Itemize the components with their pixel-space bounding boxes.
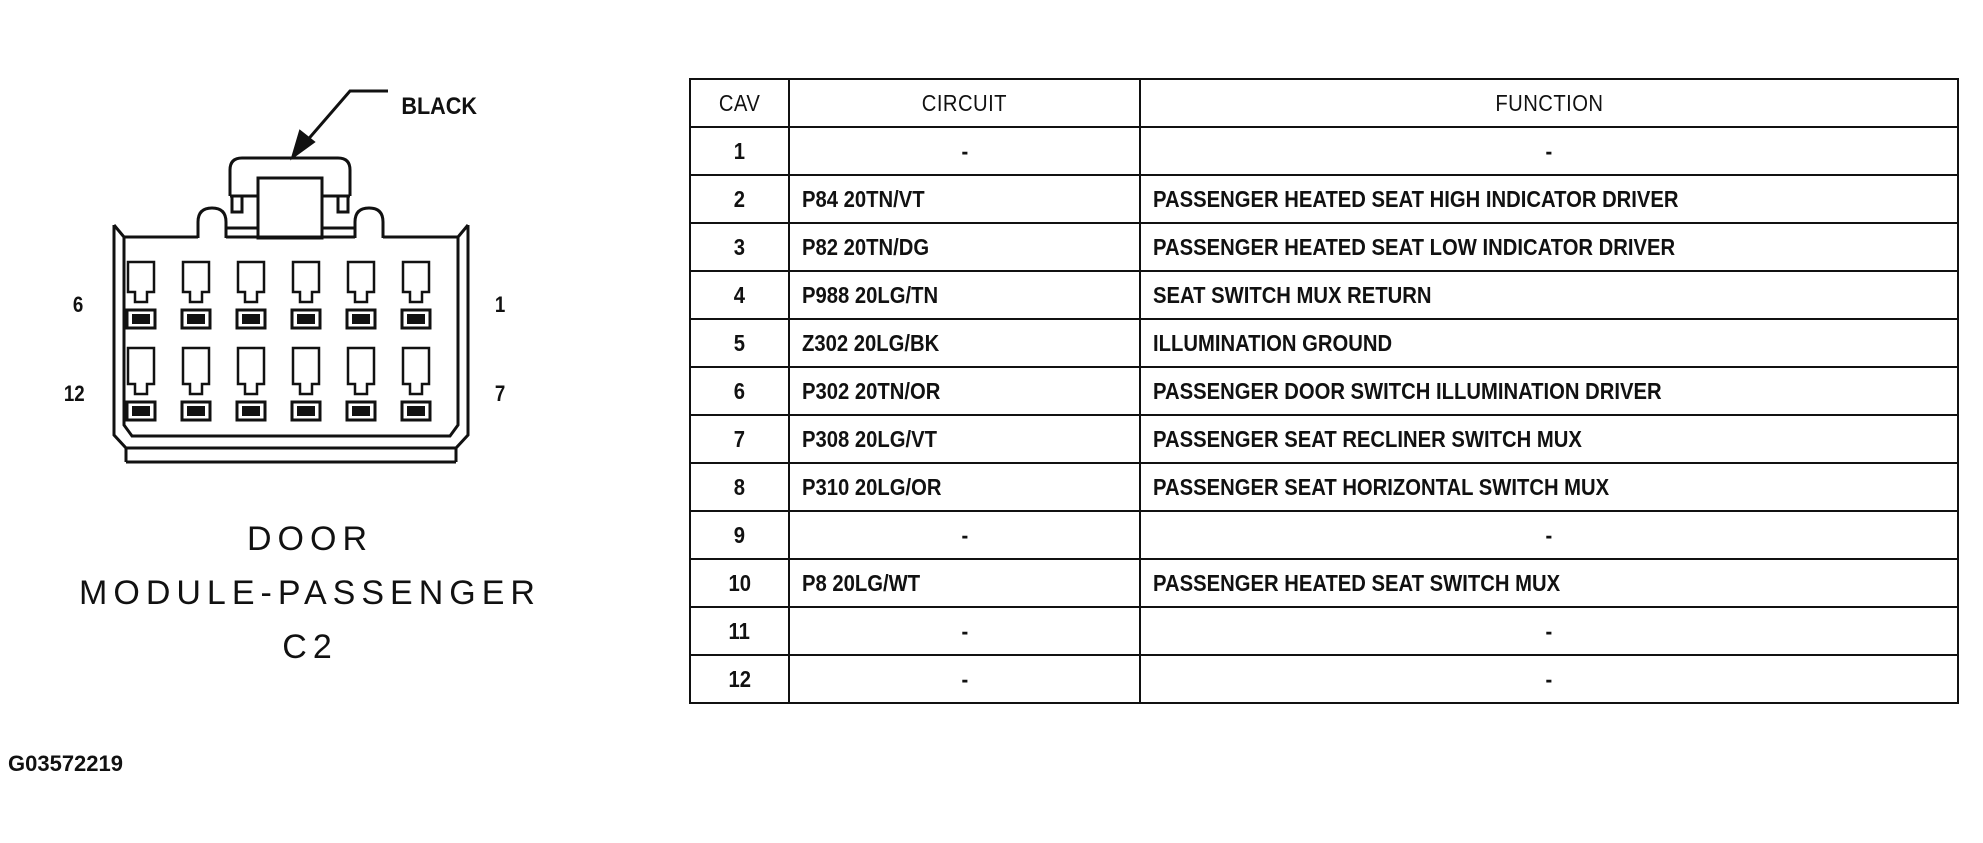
cell-circuit: - — [789, 655, 1140, 703]
cell-function: SEAT SWITCH MUX RETURN — [1140, 271, 1958, 319]
cell-function: - — [1140, 511, 1958, 559]
cell-cav: 10 — [690, 559, 789, 607]
cell-circuit: P84 20TN/VT — [789, 175, 1140, 223]
cavity-label-bottom-right: 7 — [494, 381, 506, 406]
cavity-label-bottom-left: 12 — [63, 381, 85, 406]
cavity-label-top-right: 1 — [494, 292, 506, 317]
cell-circuit: P308 20LG/VT — [789, 415, 1140, 463]
cell-cav: 12 — [690, 655, 789, 703]
connector-title-line-1: DOOR — [247, 520, 373, 558]
cell-cav: 8 — [690, 463, 789, 511]
cavity-terminal — [402, 262, 430, 328]
header-circuit: CIRCUIT — [789, 79, 1140, 127]
cavity-label-top-left: 6 — [72, 292, 84, 317]
cavity-terminal — [127, 262, 155, 328]
cavity-terminal — [292, 262, 320, 328]
cavity-terminal — [402, 348, 430, 420]
connector-title-line-2: MODULE-PASSENGER — [79, 574, 541, 612]
header-cav: CAV — [690, 79, 789, 127]
cell-circuit: Z302 20LG/BK — [789, 319, 1140, 367]
cell-function: - — [1140, 607, 1958, 655]
image-id-label: G03572219 — [8, 751, 123, 776]
callout-arrow — [292, 91, 388, 158]
cavity-terminal — [237, 262, 265, 328]
cell-function: PASSENGER HEATED SEAT HIGH INDICATOR DRIVER — [1140, 175, 1958, 223]
connector-title-line-3: C2 — [282, 628, 338, 666]
table-row — [690, 271, 1958, 319]
cell-cav: 6 — [690, 367, 789, 415]
cell-circuit: P988 20LG/TN — [789, 271, 1140, 319]
connector-diagram — [0, 0, 640, 700]
cavity-terminal — [292, 348, 320, 420]
table-row — [690, 607, 1958, 655]
table-row — [690, 511, 1958, 559]
cell-cav: 2 — [690, 175, 789, 223]
cavity-terminal — [347, 262, 375, 328]
cell-cav: 9 — [690, 511, 789, 559]
table-row — [690, 127, 1958, 175]
callout-label: BLACK — [401, 91, 477, 120]
cavity-terminal — [182, 262, 210, 328]
cavity-terminal — [182, 348, 210, 420]
cell-function: ILLUMINATION GROUND — [1140, 319, 1958, 367]
cavity-terminal — [347, 348, 375, 420]
cell-cav: 3 — [690, 223, 789, 271]
table-row — [690, 223, 1958, 271]
cell-function: - — [1140, 127, 1958, 175]
cell-cav: 11 — [690, 607, 789, 655]
cavity-terminal — [127, 348, 155, 420]
cell-circuit: P302 20TN/OR — [789, 367, 1140, 415]
table-row — [690, 175, 1958, 223]
table-header-row — [690, 79, 1958, 127]
cell-function: - — [1140, 655, 1958, 703]
table-row — [690, 319, 1958, 367]
cell-cav: 1 — [690, 127, 789, 175]
connector-latch — [198, 158, 383, 238]
cell-cav: 5 — [690, 319, 789, 367]
cavity-terminal — [237, 348, 265, 420]
cell-circuit: P8 20LG/WT — [789, 559, 1140, 607]
cell-function: PASSENGER SEAT RECLINER SWITCH MUX — [1140, 415, 1958, 463]
cell-circuit: - — [789, 607, 1140, 655]
cell-circuit: - — [789, 511, 1140, 559]
header-function: FUNCTION — [1140, 79, 1958, 127]
table-row — [690, 463, 1958, 511]
table-row — [690, 655, 1958, 703]
table-row — [690, 367, 1958, 415]
cell-cav: 7 — [690, 415, 789, 463]
connector-body — [114, 225, 468, 462]
cell-circuit: P310 20LG/OR — [789, 463, 1140, 511]
cell-function: PASSENGER HEATED SEAT LOW INDICATOR DRIVER — [1140, 223, 1958, 271]
connector-cavities — [127, 262, 430, 420]
cell-function: PASSENGER DOOR SWITCH ILLUMINATION DRIVER — [1140, 367, 1958, 415]
pinout-table-body — [690, 127, 1958, 703]
pinout-table — [689, 78, 1959, 704]
cell-function: PASSENGER SEAT HORIZONTAL SWITCH MUX — [1140, 463, 1958, 511]
cell-function: PASSENGER HEATED SEAT SWITCH MUX — [1140, 559, 1958, 607]
cell-circuit: - — [789, 127, 1140, 175]
table-row — [690, 415, 1958, 463]
cell-circuit: P82 20TN/DG — [789, 223, 1140, 271]
cell-cav: 4 — [690, 271, 789, 319]
table-row — [690, 559, 1958, 607]
